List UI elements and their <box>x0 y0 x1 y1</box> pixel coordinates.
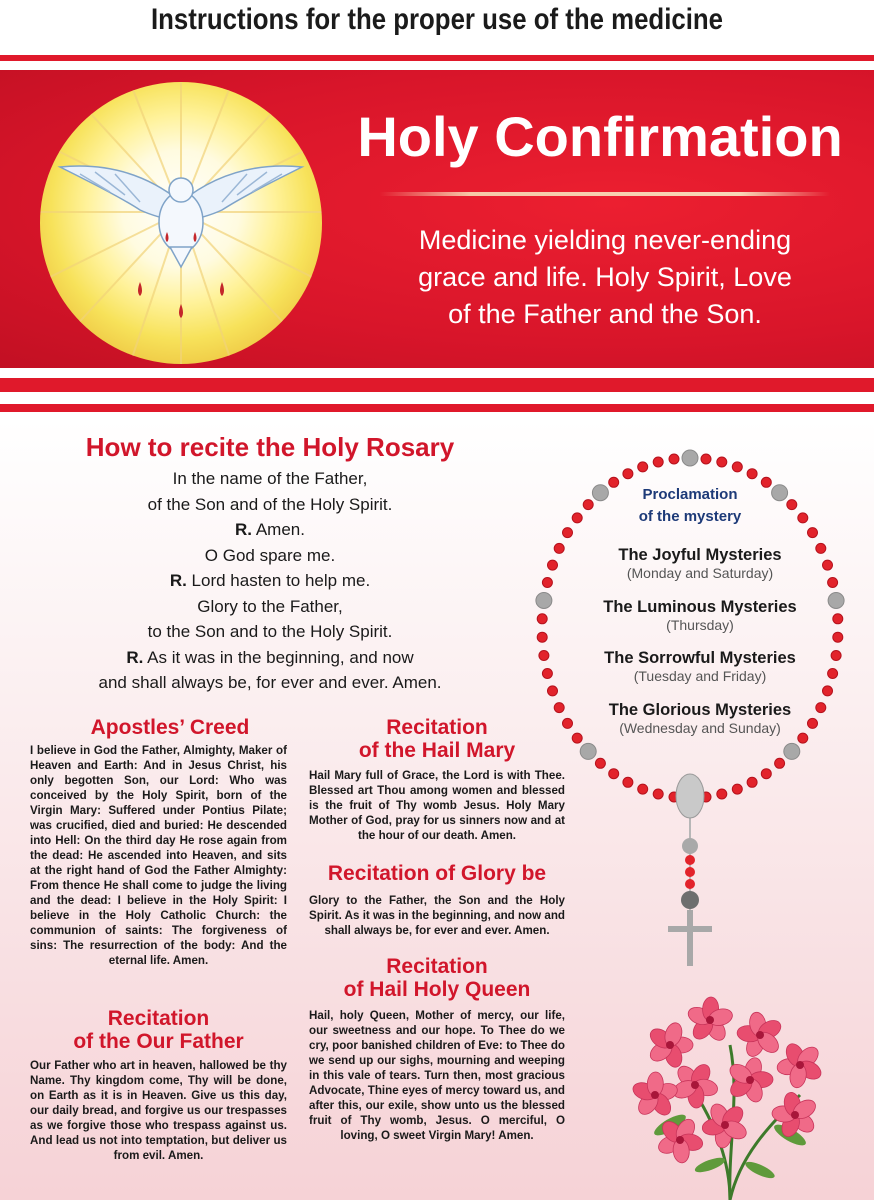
mystery-item <box>560 701 840 736</box>
page-header-title: Instructions for the proper use of the medicine <box>151 3 723 36</box>
rosary-bead <box>580 743 596 759</box>
our-father-title-line: of the Our Father <box>73 1030 244 1053</box>
mystery-days: (Tuesday and Friday) <box>633 668 767 684</box>
mystery-name: The Luminous Mysteries <box>603 598 797 616</box>
rosary-bead <box>808 528 818 538</box>
holy-spirit-dove-image <box>40 82 322 364</box>
mystery-days: (Wednesday and Sunday) <box>619 720 781 736</box>
banner-title: Holy Confirmation <box>357 105 843 168</box>
rosary-line: R. As it was in the beginning, and now <box>126 647 414 667</box>
rosary-bead <box>833 632 843 642</box>
rosary-bead <box>732 784 742 794</box>
banner-divider-2 <box>0 404 874 412</box>
mystery-name: The Joyful Mysteries <box>618 546 782 564</box>
rosary-bead <box>823 686 833 696</box>
rosary-line: In the name of the Father, <box>172 469 368 488</box>
hail-holy-queen-title-line: Recitation <box>386 955 488 978</box>
glory-be-title: Recitation of Glory be <box>327 862 547 885</box>
rosary-bead <box>548 686 558 696</box>
hail-holy-queen-text: Hail, holy Queen, Mother of mercy, our life, our sweetness and our hope. To Thee do we cry, poor banished children of Eve: to Thee do we send up our sighs, mourning and weeping in this vale of tears. Turn then, most gracious Advocate, Thine eyes of mercy toward us, and after this, our exile, show unto us the blessed fruit of Thy womb, Jesus. O merciful, O loving, O sweet Virgin Mary! Amen. <box>309 1009 565 1142</box>
rosary-bead <box>609 769 619 779</box>
hail-mary-title-line: Recitation <box>386 716 488 739</box>
banner-subtitle <box>370 222 840 333</box>
flower-bloom <box>701 1101 749 1149</box>
rosary-bead <box>761 769 771 779</box>
banner-subtitle-line: grace and life. Holy Spirit, Love <box>418 262 792 292</box>
our-father-title-line: Recitation <box>107 1007 210 1030</box>
rosary-bead <box>747 469 757 479</box>
azalea-flowers-image <box>600 975 860 1200</box>
banner-divider-1 <box>0 378 874 392</box>
rosary-bead <box>653 457 663 467</box>
rosary-bead <box>653 789 663 799</box>
rosary-bead <box>669 454 679 464</box>
rosary-bead <box>798 513 808 523</box>
hail-holy-queen-title-line: of Hail Holy Queen <box>343 978 531 1001</box>
mystery-days: (Monday and Saturday) <box>626 565 774 581</box>
flower-bloom <box>686 997 735 1044</box>
our-father-title <box>30 1007 287 1053</box>
rosary-bead <box>572 513 582 523</box>
hail-mary-text: Hail Mary full of Grace, the Lord is with Thee. Blessed art Thou among women and blessed is the fruit of Thy womb Jesus. Holy Mary Mother of God, pray for us sinners now and at the hour of our death. Amen. <box>309 769 565 842</box>
proclamation-line: of the mystery <box>638 508 742 525</box>
proclamation-label <box>590 484 790 528</box>
rosary-bead <box>548 560 558 570</box>
hail-mary-title-line: of the Hail Mary <box>358 739 516 762</box>
mystery-item <box>560 649 840 684</box>
rosary-line: O God spare me. <box>204 545 336 565</box>
rosary-bead <box>638 462 648 472</box>
rosary-bead <box>775 758 785 768</box>
flower-bloom <box>647 1021 693 1070</box>
apostles-creed-title: Apostles’ Creed <box>90 716 250 739</box>
rosary-bead <box>623 469 633 479</box>
rosary-section-title: How to recite the Holy Rosary <box>85 432 455 462</box>
rosary-bead <box>537 632 547 642</box>
rosary-bead <box>638 784 648 794</box>
flower-bloom <box>776 1041 824 1089</box>
glory-be-text: Glory to the Father, the Son and the Holy Spirit. As it was in the beginning, and now and shall always be, for ever and ever. Amen. <box>309 894 565 937</box>
banner-subtitle-line: of the Father and the Son. <box>448 299 762 329</box>
rosary-bead <box>536 593 552 609</box>
rosary-line: R. Lord hasten to help me. <box>169 571 371 590</box>
rosary-bead <box>542 669 552 679</box>
rosary-line: Glory to the Father, <box>197 596 343 616</box>
rosary-bead <box>623 777 633 787</box>
flower-bloom <box>631 1072 680 1119</box>
flower-bloom <box>736 1011 784 1059</box>
rosary-bead <box>563 528 573 538</box>
our-father-text: Our Father who art in heaven, hallowed be thy Name. Thy kingdom come, Thy will be done, on Earth as it is in Heaven. Give us this day, our daily bread, and forgive us our trespasses as we forgive those who trespass against us. And lead us not into temptation, but deliver us from evil. Amen. <box>30 1059 287 1162</box>
apostles-creed-text: I believe in God the Father, Almighty, Maker of Heaven and Earth: And in Jesus Christ, his only begotten Son, our Lord: Who was conceived by the Holy Spirit, born of the Virgin Mary: Suffered under Pontius Pilate; was crucified, died and buried: He descended into Hell: On the third day He rose again from the dead: He ascended into Heaven, and sits at the right hand of God the Father Almighty: From thence He shall come to judge the living and the dead: I believe in the Holy Spirit: I believe in the Holy Catholic Church: the communion of saints: The forgiveness of sins: The resurrection of the body: And the eternal life. Amen. <box>30 744 287 967</box>
mystery-item <box>560 598 840 633</box>
rosary-bead <box>682 450 698 466</box>
rosary-line: to the Son and to the Holy Spirit. <box>147 622 393 641</box>
rosary-bead <box>732 462 742 472</box>
flower-bloom <box>671 1061 719 1108</box>
rosary-bead <box>595 758 605 768</box>
mystery-days: (Thursday) <box>666 617 734 633</box>
rosary-line: and shall always be, for ever and ever. Amen. <box>98 673 442 692</box>
rosary-bead <box>537 614 547 624</box>
rosary-bead <box>539 651 549 661</box>
rosary-bead <box>717 457 727 467</box>
mystery-item <box>560 546 840 581</box>
header-divider-top <box>0 55 874 61</box>
rosary-bead <box>542 578 552 588</box>
rosary-bead <box>717 789 727 799</box>
mystery-name: The Sorrowful Mysteries <box>604 649 796 667</box>
rosary-bead <box>747 777 757 787</box>
rosary-line: R. Amen. <box>235 520 305 539</box>
proclamation-line: Proclamation <box>642 486 738 503</box>
banner-subtitle-line: Medicine yielding never-ending <box>418 225 792 255</box>
rosary-instructions <box>60 466 480 696</box>
mystery-name: The Glorious Mysteries <box>608 701 792 719</box>
rosary-bead <box>701 454 711 464</box>
banner-title-rule <box>380 192 830 196</box>
rosary-bead <box>784 743 800 759</box>
rosary-line: of the Son and of the Holy Spirit. <box>147 494 393 514</box>
